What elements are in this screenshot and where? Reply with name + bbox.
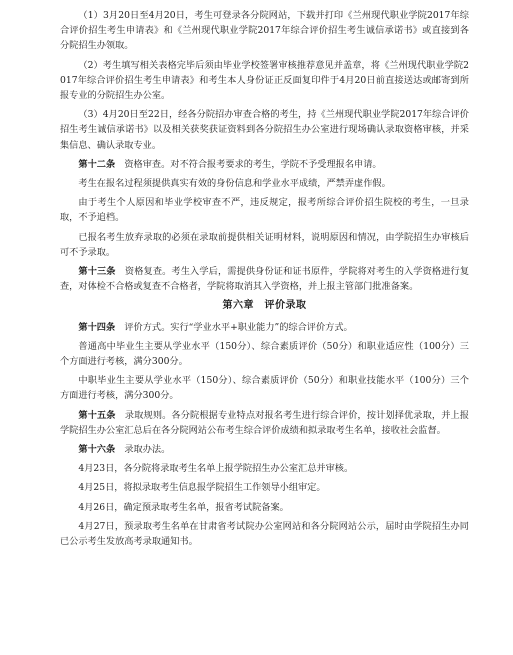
paragraph (60, 58, 469, 104)
document-body-bottom (60, 320, 469, 550)
paragraph-text: 资格审查。对不符合报考要求的考生，学院不予受理报名申请。 (124, 158, 382, 170)
article-number: 第十六条 (78, 444, 116, 456)
paragraph-text: 普通高中毕业生主要从学业水平（150分）、综合素质评价（50分）和职业适应性（100分）三个方面进行考核，满分300分。 (60, 340, 469, 368)
paragraph-text: 4月27日，预录取考生名单在甘肃省考试院办公室网站和各分院网站公示，届时由学院招生办同已公示考生发放高考录取通知书。 (60, 520, 469, 548)
paragraph-text: 中职毕业生主要从学业水平（150分）、综合素质评价（50分）和职业技能水平（100分）三个方面进行考核，满分300分。 (60, 375, 469, 402)
paragraph (60, 339, 469, 369)
paragraph (60, 230, 469, 260)
paragraph-text: （2）考生填写相关表格完毕后须由毕业学校签署审核推荐意见并盖章，将《兰州现代职业学院2017年综合评价招生考生申请表》和考生本人身份证正反面复印件于4月20日前直接送达或邮寄到所报专业的分院招生办公室。 (60, 59, 469, 102)
document-body-top (60, 8, 469, 294)
paragraph-text: （1）3月20日至4月20日，考生可登录各分院网站，下载并打印《兰州现代职业学院2017年综合评价招生考生申请表》和《兰州现代职业学院2017年综合评价招生考生诚信承诺书》或直接到各分院招生办领取。 (60, 10, 469, 52)
paragraph (60, 519, 469, 549)
paragraph-text: 4月23日，各分院将录取考生名单上报学院招生办公室汇总并审核。 (78, 463, 354, 475)
paragraph-text: 已报名考生放弃录取的必须在录取前提供相关证明材料，说明原因和情况，由学院招生办审核后可不予录取。 (60, 231, 469, 258)
paragraph (60, 461, 469, 476)
paragraph (60, 107, 469, 153)
paragraph-text: 4月26日，确定预录取考生名单，报省考试院备案。 (78, 501, 289, 513)
paragraph (60, 264, 469, 294)
article-number: 第十五条 (78, 409, 116, 421)
paragraph (60, 480, 469, 495)
paragraph (60, 442, 469, 457)
paragraph (60, 320, 469, 335)
paragraph-text: 4月25日，将拟录取考生信息报学院招生工作领导小组审定。 (78, 482, 326, 494)
article-number: 第十二条 (78, 158, 116, 170)
paragraph-text: 评价方式。实行“学业水平+职业能力”的综合评价方式。 (124, 321, 353, 333)
paragraph (60, 500, 469, 515)
paragraph-text: 资格复查。考生入学后，需提供身份证和证书原件，学院将对考生的入学资格进行复查，对体检不合格或复查不合格者，学院将取消其入学资格，并上报主管部门批准备案。 (60, 266, 470, 293)
paragraph (60, 408, 469, 438)
chapter-heading: 第六章 评价录取 (222, 300, 307, 312)
paragraph (60, 373, 469, 403)
paragraph-text: 录取规则。各分院根据专业特点对报名考生进行综合评价，按计划择优录取，并上报学院招生办公室汇总后在各分院网站公布考生综合评价成绩和拟录取考生名单，接收社会监督。 (60, 409, 470, 436)
paragraph (60, 176, 469, 191)
paragraph (60, 157, 469, 172)
paragraph-text: 录取办法。 (124, 444, 171, 456)
paragraph-text: （3）4月20日至22日，经各分院招办审查合格的考生，持《兰州现代职业学院2017年综合评价招生考生诚信承诺书》以及相关获奖获证资料到各分院招生办公室进行现场确认录取资格审核，并采集信息、确认录取专业。 (60, 109, 469, 151)
article-number: 第十三条 (78, 266, 116, 278)
paragraph-text: 由于考生个人原因和毕业学校审查不严，违反规定，报考所综合评价招生院校的考生，一旦录取，不予追档。 (60, 197, 469, 224)
paragraph-text: 考生在报名过程须提供真实有效的身份信息和学业水平成绩，严禁弄虚作假。 (78, 178, 391, 190)
paragraph (60, 8, 469, 54)
article-number: 第十四条 (78, 321, 116, 333)
paragraph (60, 195, 469, 225)
